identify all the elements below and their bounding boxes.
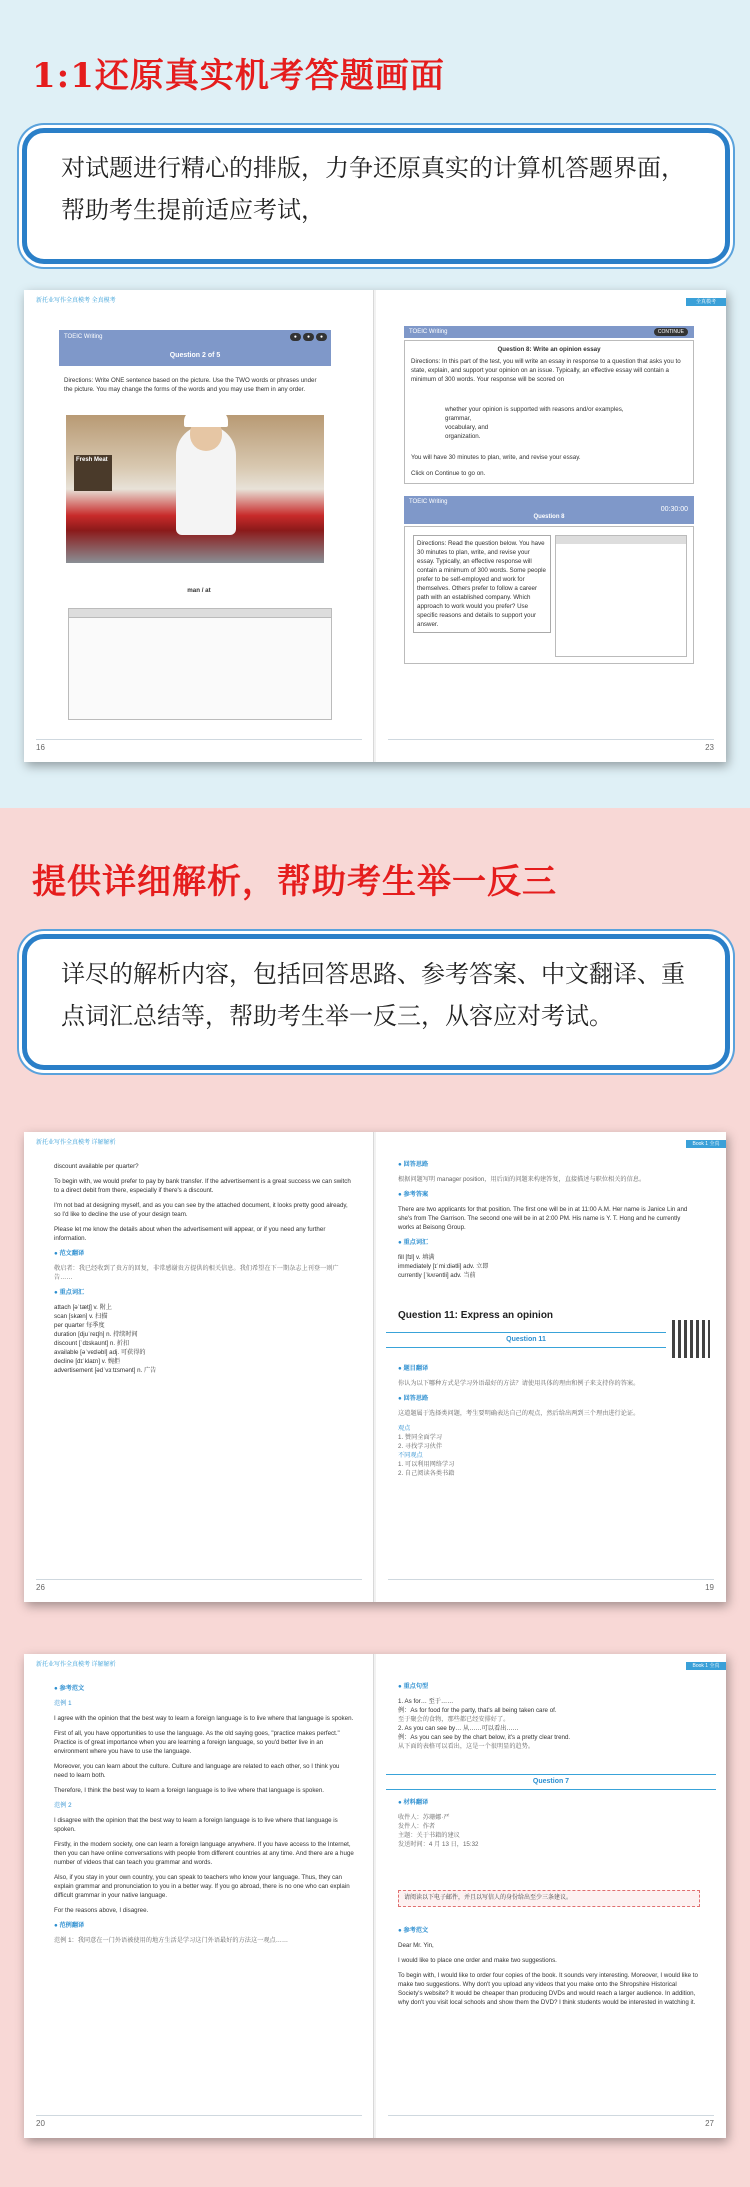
paragraph: I would like to place one order and make two suggestions. — [398, 1957, 557, 1964]
sentence-item: 例：As for food for the party, that's all being taken care of. — [398, 1707, 557, 1714]
chef-hat — [184, 411, 228, 427]
list-item: 1. 可以利用网络学习 — [398, 1461, 455, 1468]
sentence-item: 至于聚会的食物，那些都已经安排好了。 — [398, 1716, 510, 1723]
section-label: ● 参考范文 — [398, 1927, 429, 1934]
book1-right-page — [376, 290, 726, 762]
book2-right-page — [376, 1132, 726, 1602]
section-label: ● 回答思路 — [398, 1161, 429, 1168]
paragraph: To begin with, we would prefer to pay by bank transfer. If the advertisement is a great success we can switch to a direct debit from there, especially if there's a discount. — [54, 1178, 351, 1194]
q8-title: Question 8: Write an opinion essay — [497, 346, 601, 353]
list-item: 1. 赞同全面学习 — [398, 1434, 443, 1441]
back-button[interactable]: ● — [303, 333, 314, 341]
bullet: whether your opinion is supported with reasons and/or examples, — [445, 406, 624, 413]
page-header: 新托业写作全真模考 详解解析 — [36, 1140, 116, 1146]
fresh-meat-sign: Fresh Meat — [74, 455, 112, 491]
sentence-item: 例：As you can see by the chart below, it's a pretty clear trend. — [398, 1734, 571, 1741]
book-spread-3 — [24, 1654, 726, 2138]
answer-toolbar — [556, 536, 686, 544]
toeic-title-bar — [404, 326, 694, 338]
next-button[interactable]: ● — [316, 333, 327, 341]
paragraph: I disagree with the opinion that the best way to learn a foreign language is to live where that language is spoken. — [54, 1817, 338, 1833]
page-number: 20 — [36, 2119, 45, 2128]
section-label: ● 重点句型 — [398, 1683, 429, 1690]
material-translation — [398, 1798, 698, 1855]
approach-text: 根据问题写明 manager position，用后面的问题来构建答复，直接描述与职位相关的信息。 — [398, 1176, 646, 1183]
qr-code — [672, 1320, 710, 1358]
section-label: ● 参考答案 — [398, 1191, 429, 1198]
q8b-text: Directions: Read the question below. You have 30 minutes to plan, write, and revise your essay. Typically, an effective response will contain a minimum of 300 words. Some people prefer to be self-employed and work for themselves. Others prefer to follow a career path with an established company. Which approach to work would you prefer? Use specific reasons and details to support your answer. — [413, 535, 551, 633]
section1-callout-text: 对试题进行精心的排版，力争还原真实的计算机答题界面，帮助考生提前适应考试， — [61, 154, 685, 224]
version-label: 范例 2 — [54, 1802, 72, 1809]
translation-text: 范例 1：我同意在一门外语被使用的地方生活是学习这门外语最好的方法这一观点…… — [54, 1937, 289, 1944]
memo-text: 收件人：苏珊娜·严 发件人：作者 主题：关于书籍的建议 发送时间：4 月 13 日，15:32 — [398, 1814, 479, 1848]
directions-text: Directions: Write ONE sentence based on the picture. Use the TWO words or phrases under the picture. You may change the forms of the words and you may use them in any order. — [64, 377, 317, 393]
vocab-item: per quarter 每季度 — [54, 1322, 105, 1329]
version-label: 范例 1 — [54, 1700, 72, 1707]
book-spread-1 — [24, 290, 726, 762]
page-footer-line — [36, 2115, 362, 2116]
vocab-item: scan [skæn] v. 扫描 — [54, 1313, 108, 1320]
paragraph: Dear Mr. Yin, — [398, 1942, 434, 1949]
bar-title: TOEIC Writing — [409, 499, 448, 505]
page-number: 19 — [705, 1583, 714, 1592]
list-item: 2. 自己阅读各类书籍 — [398, 1470, 455, 1477]
bullet: grammar, — [445, 415, 472, 422]
section-label: ● 题目翻译 — [398, 1365, 429, 1372]
essay-question-panel — [404, 526, 694, 664]
sample-letter — [54, 1162, 354, 1375]
question-title: Question 2 of 5 — [169, 352, 221, 359]
book2-left-page — [24, 1132, 374, 1602]
paragraph: I'm not bad at designing myself, and as you can see by the attached document, it looks pretty good already, so I'd like to decline the use of your design team. — [54, 1202, 348, 1218]
q8-continue: Click on Continue to go on. — [411, 470, 486, 477]
vocab-item: discount [ˈdɪskaʊnt] n. 折扣 — [54, 1340, 130, 1347]
bar-title: TOEIC Writing — [64, 334, 103, 340]
page-number: 27 — [705, 2119, 714, 2128]
page-footer-line — [388, 739, 714, 740]
page-footer-line — [36, 1579, 362, 1580]
sentence-item: 1. As for… 至于…… — [398, 1698, 454, 1705]
paragraph: Moreover, you can learn about the culture. Culture and language are related to each other, so I think you need to learn both. — [54, 1763, 340, 1779]
section-label: ● 范例翻译 — [54, 1922, 85, 1929]
section-label: ● 参考范文 — [54, 1685, 85, 1692]
book3-right-page — [376, 1654, 726, 2138]
paragraph: I agree with the opinion that the best way to learn a foreign language is to live where that language is spoken. — [54, 1715, 354, 1722]
paragraph: To begin with, I would like to order four copies of the book. It sounds very interesting. Moreover, I would like to make two suggestions. Why don't you upload any videos that you make onto the Shropshire Historical Society's website? It would be cheaper than producing DVDs and would reach a larger audience. In addition, why don't you visit local schools and show them the DVD? I think students would be interested in watching it. — [398, 1972, 698, 2006]
section1-callout — [22, 128, 730, 264]
answer-box[interactable] — [68, 608, 332, 720]
section1-heading: 1:1还原真实机考答题画面 — [32, 56, 445, 96]
section-label: ● 回答思路 — [398, 1395, 429, 1402]
page-footer-line — [36, 739, 362, 740]
paragraph: First of all, you have opportunities to use the language. As the old saying goes, "practice makes perfect." Practice is of great importance when you are learning a foreign language, so you'd better live in an environment where you have to use the language. — [54, 1730, 340, 1755]
page-number: 16 — [36, 743, 45, 752]
section2-callout-text: 详尽的解析内容，包括回答思路、参考答案、中文翻译、重点词汇总结等，帮助考生举一反三，从容应对考试。 — [61, 960, 685, 1030]
book1-left-page — [24, 290, 374, 762]
section-exam-interface — [0, 0, 750, 808]
toeic-title-bar-2 — [404, 496, 694, 524]
key-sentences — [398, 1682, 698, 1751]
task-note: 请阅读以下电子邮件，并且以写信人的身份给出至少三条建议。 — [398, 1890, 700, 1907]
vocab-item: advertisement [ədˈvɜːtɪsmənt] n. 广告 — [54, 1367, 157, 1374]
translation-text: 敬启者：我已经收到了贵方的回复，非常感谢贵方提供的相关信息。我们希望在下一期杂志上刊登一则广告…… — [54, 1265, 339, 1281]
question-7-bar: Question 7 — [386, 1774, 716, 1790]
list-item: 不同观点 — [398, 1452, 423, 1459]
section-label: ● 重点词汇 — [54, 1289, 85, 1296]
chef-photo — [66, 415, 324, 563]
reference-essay — [398, 1926, 698, 2013]
book3-left-page — [24, 1654, 374, 2138]
vocab-item: duration [djuˈreɪʃn] n. 持续时间 — [54, 1331, 138, 1338]
vocab-item: currently [ˈkʌrəntli] adv. 当前 — [398, 1272, 476, 1279]
q8-time: You will have 30 minutes to plan, write, and revise your essay. — [411, 454, 581, 461]
paragraph: discount available per quarter? — [54, 1163, 139, 1170]
essay-answer-box[interactable] — [555, 535, 687, 657]
section2-callout — [22, 934, 730, 1070]
page-number: 23 — [705, 743, 714, 752]
page-footer-line — [388, 2115, 714, 2116]
book-spread-2 — [24, 1132, 726, 1602]
q8-directions: Directions: In this part of the test, you will write an essay in response to a question that asks you to state, explain, and support your opinion on an issue. Typically, an effective essay will contain a minimum of 300 words. Your response will be scored on — [411, 358, 681, 383]
page-header: 全真模考 — [686, 298, 726, 306]
approach-text: 这道题属于选择类问题，考生要明确表达自己的观点，然后给出两到三个理由进行论证。 — [398, 1410, 640, 1417]
nav-buttons — [288, 333, 327, 341]
section2-heading: 提供详细解析，帮助考生举一反三 — [32, 862, 557, 902]
section-detailed-analysis — [0, 808, 750, 2187]
sample-essays — [54, 1684, 354, 1951]
answer-toolbar — [69, 609, 331, 618]
page-header: Book 1 全真 — [686, 1140, 726, 1148]
timer: 00:30:00 — [660, 506, 688, 513]
keywords: man / at — [187, 587, 211, 594]
section-label: ● 材料翻译 — [398, 1799, 429, 1806]
help-button[interactable]: ● — [290, 333, 301, 341]
answer-section — [398, 1160, 698, 1280]
continue-button[interactable]: CONTINUE — [654, 328, 688, 336]
bullet: vocabulary, and — [445, 424, 489, 431]
vocab-item: attach [əˈtætʃ] v. 附上 — [54, 1304, 112, 1311]
vocab-item: decline [dɪˈklaɪn] v. 婉拒 — [54, 1358, 121, 1365]
vocab-item: available [əˈveɪləbl] adj. 可获得的 — [54, 1349, 146, 1356]
page-footer-line — [388, 1579, 714, 1580]
question-11-analysis — [398, 1364, 698, 1478]
q8b-title: Question 8 — [533, 514, 565, 520]
vocab-item: fill [fɪl] v. 填满 — [398, 1254, 435, 1261]
paragraph: Therefore, I think the best way to learn a foreign language is to live where that language is spoken. — [54, 1787, 325, 1794]
toeic-title-bar — [59, 330, 331, 366]
section-label: ● 范文翻译 — [54, 1250, 85, 1257]
section-label: ● 重点词汇 — [398, 1239, 429, 1246]
question-11-bar: Question 11 — [386, 1332, 666, 1348]
essay-instructions-panel — [404, 340, 694, 484]
page-header: 新托业写作全真模考 全真模考 — [36, 298, 116, 304]
bullet: organization. — [445, 433, 481, 440]
page-header: 新托业写作全真模考 详解解析 — [36, 1662, 116, 1668]
vocab-item: immediately [ɪˈmiːdiətli] adv. 立即 — [398, 1263, 489, 1270]
list-item: 观点 — [398, 1425, 411, 1432]
translation-text: 你认为以下哪种方式是学习外语最好的方法？请使用具体的理由和例子来支持你的答案。 — [398, 1380, 640, 1387]
paragraph: Firstly, in the modern society, one can learn a foreign language anywhere. If you have access to the Internet, then you can have online conversations with people from different countries at any time. And there are a huge number of videos that can teach you grammar and words. — [54, 1841, 354, 1866]
question-11-title: Question 11: Express an opinion — [398, 1310, 554, 1321]
bar-title: TOEIC Writing — [409, 329, 448, 335]
sentence-item: 2. As you can see by… 从……可以看出…… — [398, 1725, 519, 1732]
list-item: 2. 寻找学习伙伴 — [398, 1443, 443, 1450]
page-number: 26 — [36, 1583, 45, 1592]
paragraph: Also, if you stay in your own country, you can speak to teachers who know your language. Thus, they can explain grammar and pronunciation to you in a better way. If you go abroad, there is no one who can explain difficult grammar in your native language. — [54, 1874, 350, 1899]
answer-text: There are two applicants for that position. The first one will be in at 11:00 A.M. Her name is Janice Lin and she's from The Garrison. The second one will be in at 2:00 PM. His name is Y. T. Hong and he currently works at Beisong Group. — [398, 1206, 688, 1231]
paragraph: Please let me know the details about when the advertisement will appear, or if you need any further information. — [54, 1226, 326, 1242]
page-header: Book 1 全真 — [686, 1662, 726, 1670]
sentence-item: 从下面的表格可以看出，这是一个很明显的趋势。 — [398, 1743, 535, 1750]
q8-bullets — [445, 405, 685, 441]
paragraph: For the reasons above, I disagree. — [54, 1907, 149, 1914]
